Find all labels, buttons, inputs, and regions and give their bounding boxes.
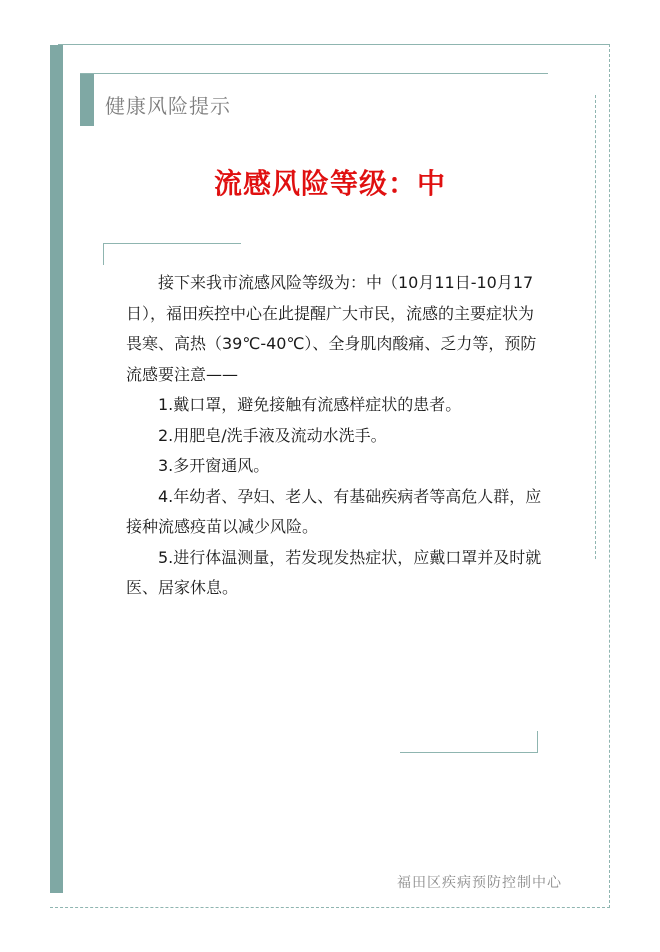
tip-item-2: 2.用肥皂/洗手液及流动水洗手。 <box>158 425 387 445</box>
corner-bracket-top-left <box>103 243 241 244</box>
header-divider <box>80 73 548 74</box>
frame-bottom-border <box>50 907 610 908</box>
tip-item-5: 5.进行体温测量，若发现发热症状，应戴口罩并及时就医、居家休息。 <box>126 547 542 597</box>
tip-item-4: 4.年幼者、孕妇、老人、有基础疾病者等高危人群，应接种流感疫苗以减少风险。 <box>126 486 542 536</box>
notice-body <box>126 268 546 604</box>
corner-bracket-bottom-right-vertical <box>537 731 538 753</box>
header-accent-block <box>80 74 94 126</box>
footer-organization: 福田区疾病预防控制中心 <box>397 875 562 891</box>
corner-bracket-bottom-right <box>400 752 538 753</box>
tip-item-3: 3.多开窗通风。 <box>158 456 270 475</box>
frame-top-border <box>58 44 610 45</box>
tip-item-1: 1.戴口罩，避免接触有流感样症状的患者。 <box>158 395 462 414</box>
section-header-title: 健康风险提示 <box>105 94 231 118</box>
intro-paragraph: 接下来我市流感风险等级为：中（10月11日-10月17日），福田疾控中心在此提醒广大市民，流感的主要症状为畏寒、高热（39℃-40℃）、全身肌肉酸痛、乏力等，预防流感要注意—— <box>126 273 537 384</box>
risk-level-title: 流感风险等级：中 <box>213 167 446 200</box>
corner-bracket-top-left-vertical <box>103 243 104 265</box>
